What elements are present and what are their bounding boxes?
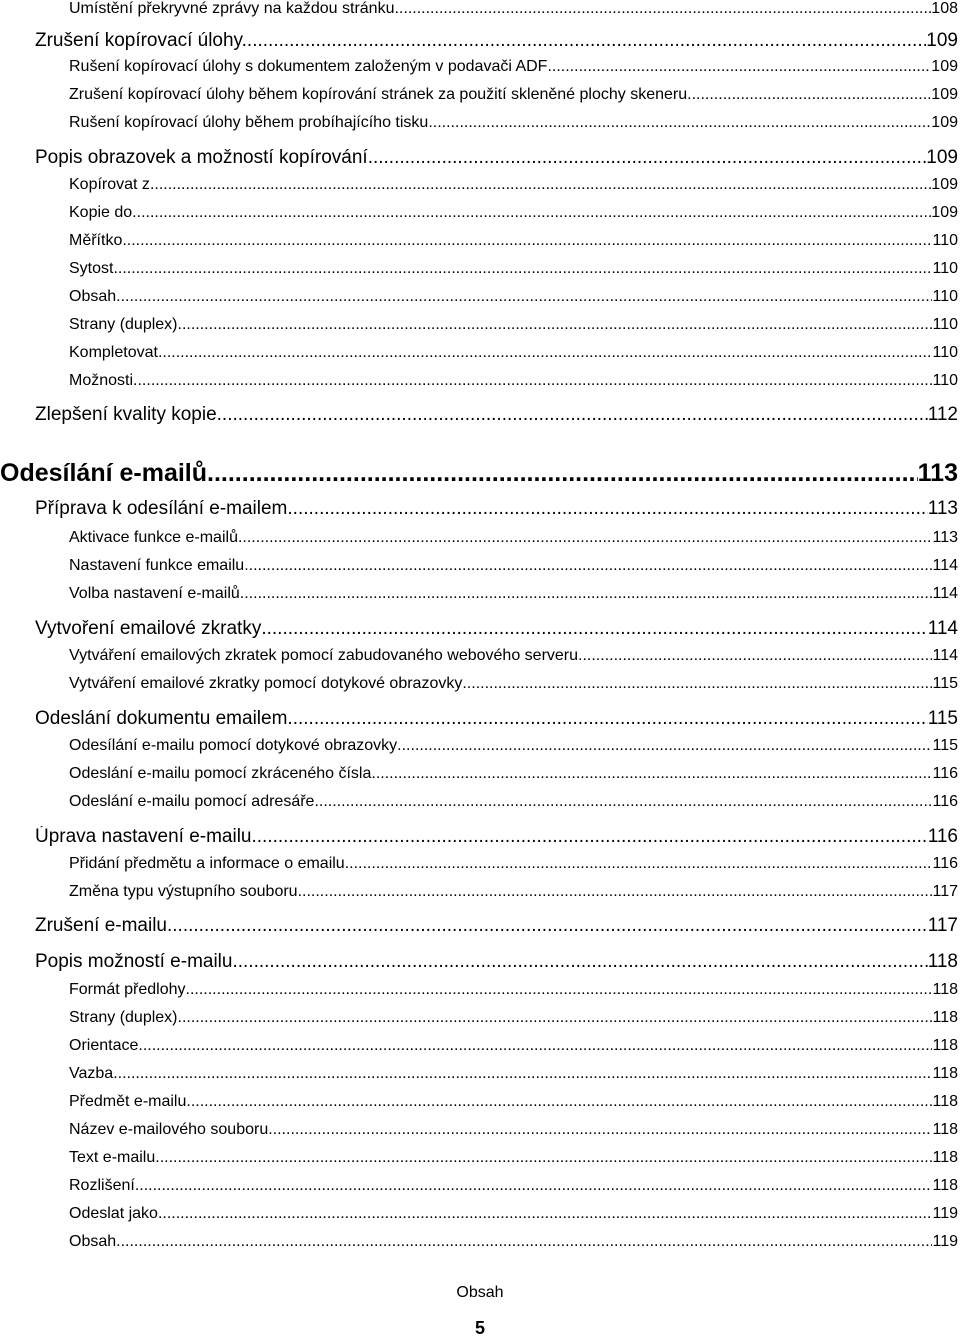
toc-dot-leader [122, 232, 932, 250]
toc-entry-page-number: 113 [927, 498, 958, 519]
toc-dot-leader [132, 204, 931, 222]
toc-dot-leader [368, 147, 927, 169]
toc-dot-leader [578, 647, 932, 665]
toc-entry-page-number: 110 [932, 344, 958, 361]
toc-dot-leader [268, 1121, 932, 1139]
toc-entry-level-2[interactable] [69, 176, 958, 194]
toc-entry-title: Kopírovat z [69, 176, 150, 193]
toc-entry-page-number: 114 [927, 618, 958, 639]
toc-entry-title: Rozlišení [69, 1177, 135, 1194]
toc-entry-title: Příprava k odesílání e-mailem [35, 498, 288, 519]
toc-dot-leader [138, 1037, 932, 1055]
toc-dot-leader [150, 176, 931, 194]
toc-entry-title: Měřítko [69, 232, 123, 249]
toc-entry-page-number: 118 [932, 1177, 958, 1194]
toc-entry-level-2[interactable] [69, 793, 958, 811]
toc-entry-page-number: 119 [932, 1205, 958, 1222]
toc-entry-title: Popis obrazovek a možností kopírování [35, 147, 368, 168]
toc-entry-page-number: 109 [931, 176, 958, 193]
toc-entry-title: Volba nastavení e-mailů [69, 585, 240, 602]
toc-entry-page-number: 119 [932, 1233, 958, 1250]
toc-dot-leader [238, 529, 933, 547]
toc-dot-leader [394, 0, 931, 18]
toc-entry-level-0[interactable] [0, 459, 958, 488]
toc-dot-leader [240, 585, 933, 603]
toc-entry-title: Aktivace funkce e-mailů [69, 529, 238, 546]
toc-entry-page-number: 118 [927, 951, 958, 972]
toc-entry-level-2[interactable] [69, 1121, 958, 1139]
toc-entry-page-number: 108 [931, 0, 958, 17]
toc-entry-page-number: 117 [927, 915, 958, 936]
toc-entry-title: Odesílání e-mailu pomocí dotykové obrazovky [69, 737, 398, 754]
toc-entry-level-2[interactable] [69, 981, 958, 999]
toc-entry-level-1[interactable] [35, 915, 958, 937]
toc-dot-leader [687, 86, 931, 104]
toc-entry-page-number: 110 [932, 372, 958, 389]
toc-entry-page-number: 118 [932, 1065, 958, 1082]
toc-entry-page-number: 109 [931, 204, 958, 221]
toc-entry-level-2[interactable] [69, 1233, 958, 1251]
toc-entry-level-2[interactable] [69, 1065, 958, 1083]
toc-entry-level-2[interactable] [69, 1093, 958, 1111]
toc-entry-title: Umístění překryvné zprávy na každou stránku [69, 0, 395, 17]
toc-entry-title: Nastavení funkce emailu [69, 557, 245, 574]
toc-entry-title: Obsah [69, 288, 117, 305]
toc-entry-page-number: 115 [932, 675, 958, 692]
toc-dot-leader [158, 1205, 933, 1223]
toc-dot-leader [217, 404, 928, 426]
toc-entry-level-2[interactable] [69, 529, 958, 547]
toc-entry-level-2[interactable] [69, 114, 958, 132]
toc-entry-title: Zrušení kopírovací úlohy během kopírování stránek za použití skleněné plochy skeneru [69, 86, 688, 103]
toc-dot-leader [244, 557, 932, 575]
toc-entry-page-number: 110 [932, 288, 958, 305]
toc-entry-level-1[interactable] [35, 951, 958, 973]
toc-entry-title: Text e-mailu [69, 1149, 156, 1166]
toc-entry-title: Změna typu výstupního souboru [69, 883, 298, 900]
toc-entry-page-number: 112 [927, 404, 958, 425]
toc-entry-level-2[interactable] [69, 1149, 958, 1167]
toc-entry-page-number: 110 [932, 260, 958, 277]
toc-dot-leader [133, 372, 932, 390]
toc-dot-leader [397, 737, 932, 755]
toc-dot-leader [186, 1093, 932, 1111]
toc-entry-page-number: 118 [932, 1037, 958, 1054]
toc-entry-page-number: 109 [931, 86, 958, 103]
toc-entry-title: Zlepšení kvality kopie [35, 404, 217, 425]
toc-entry-page-number: 115 [932, 737, 958, 754]
toc-dot-leader [232, 951, 927, 973]
toc-entry-level-2[interactable] [69, 58, 958, 76]
toc-entry-title: Kompletovat [69, 344, 158, 361]
toc-entry-page-number: 114 [932, 647, 958, 664]
toc-entry-title: Obsah [69, 1233, 117, 1250]
toc-entry-level-2[interactable] [69, 232, 958, 250]
toc-dot-leader [155, 1149, 932, 1167]
toc-entry-title: Rušení kopírovací úlohy s dokumentem založeným v podavači ADF [69, 58, 548, 75]
toc-dot-leader [462, 675, 932, 693]
toc-dot-leader [207, 459, 918, 488]
toc-dot-leader [433, 114, 932, 132]
toc-entry-title: Zrušení kopírovací úlohy. [35, 30, 247, 51]
toc-dot-leader [314, 793, 932, 811]
toc-dot-leader [178, 316, 933, 334]
toc-dot-leader [116, 288, 932, 306]
footer-section-label: Obsah [456, 1284, 504, 1301]
toc-entry-page-number: 116 [932, 793, 958, 810]
toc-entry-page-number: 118 [932, 1149, 958, 1166]
footer-page-number: 5 [474, 1318, 485, 1338]
toc-dot-leader [186, 981, 933, 999]
toc-entry-title: Popis možností e-mailu [35, 951, 233, 972]
toc-dot-leader [252, 826, 928, 848]
toc-entry-level-2[interactable] [69, 260, 958, 278]
toc-entry-title: Rušení kopírovací úlohy během probíhajícího tisku. [69, 114, 433, 131]
toc-entry-title: Strany (duplex) [69, 1009, 178, 1026]
toc-entry-title: Orientace [69, 1037, 139, 1054]
toc-entry-level-1[interactable] [35, 708, 958, 730]
toc-entry-title: Sytost [69, 260, 114, 277]
toc-entry-page-number: 118 [932, 1093, 958, 1110]
toc-entry-title: Název e-mailového souboru [69, 1121, 269, 1138]
toc-entry-page-number: 109 [931, 114, 958, 131]
toc-entry-level-2[interactable] [69, 855, 958, 873]
toc-dot-leader [247, 30, 926, 52]
toc-entry-level-2[interactable] [69, 1009, 958, 1027]
toc-entry-title: Přidání předmětu a informace o emailu [69, 855, 345, 872]
toc-entry-title: Vytvoření emailové zkratky [35, 618, 262, 639]
toc-entry-page-number: 110 [932, 316, 958, 333]
toc-dot-leader [287, 498, 927, 520]
toc-entry-title: Zrušení e-mailu [35, 915, 167, 936]
toc-dot-leader [167, 915, 928, 937]
toc-entry-level-2[interactable] [69, 585, 958, 603]
toc-entry-level-2[interactable] [69, 557, 958, 575]
toc-entry-level-2[interactable] [69, 883, 958, 901]
toc-entry-title: Kopie do [69, 204, 133, 221]
toc-entry-title: Odesílání e-mailů [0, 459, 208, 487]
toc-entry-title: Předmět e-mailu [69, 1093, 187, 1110]
toc-dot-leader [178, 1009, 933, 1027]
toc-entry-level-2[interactable] [69, 647, 958, 665]
toc-dot-leader [116, 1233, 932, 1251]
toc-entry-level-2[interactable] [69, 1177, 958, 1195]
toc-entry-title: Vytváření emailové zkratky pomocí dotykové obrazovky [69, 675, 463, 692]
toc-dot-leader [113, 260, 932, 278]
toc-dot-leader [298, 883, 933, 901]
toc-entry-level-1[interactable] [35, 498, 958, 520]
toc-entry-level-2[interactable] [69, 86, 958, 104]
toc-entry-level-2[interactable] [69, 737, 958, 755]
toc-entry-level-1[interactable] [35, 404, 958, 426]
toc-entry-level-1[interactable] [35, 826, 958, 848]
toc-entry-level-2[interactable] [69, 204, 958, 222]
toc-entry-title: Vazba [69, 1065, 114, 1082]
toc-entry-title: Možnosti [69, 372, 134, 389]
toc-entry-title: Úprava nastavení e-mailu [35, 826, 252, 847]
toc-entry-level-1[interactable] [35, 147, 958, 169]
toc-entry-page-number: 109 [926, 147, 958, 168]
toc-entry-page-number: 115 [927, 708, 958, 729]
toc-entry-page-number: 116 [932, 765, 958, 782]
toc-dot-leader [158, 344, 933, 362]
toc-entry-page-number: 116 [927, 826, 958, 847]
toc-entry-title: Odeslat jako [69, 1205, 158, 1222]
toc-entry-level-1[interactable] [35, 618, 958, 640]
toc-entry-title: Strany (duplex) [69, 316, 178, 333]
toc-entry-page-number: 118 [932, 981, 958, 998]
toc-dot-leader [547, 58, 931, 76]
toc-entry-page-number: 109 [926, 30, 958, 51]
toc-entry-level-2[interactable] [69, 765, 958, 783]
toc-entry-title: Odeslání e-mailu pomocí zkráceného čísla [69, 765, 372, 782]
toc-entry-level-2[interactable] [69, 372, 958, 390]
toc-entry-title: Odeslání dokumentu emailem [35, 708, 288, 729]
toc-dot-leader [345, 855, 933, 873]
toc-entry-title: Odeslání e-mailu pomocí adresáře [69, 793, 315, 810]
toc-dot-leader [287, 708, 927, 730]
toc-entry-page-number: 114 [932, 585, 958, 602]
toc-entry-level-2[interactable] [69, 1037, 958, 1055]
toc-entry-page-number: 116 [932, 855, 958, 872]
toc-entry-level-2[interactable] [69, 0, 958, 18]
toc-dot-leader [135, 1177, 933, 1195]
toc-dot-leader [261, 618, 927, 640]
toc-entry-page-number: 117 [932, 883, 958, 900]
toc-entry-level-2[interactable] [69, 316, 958, 334]
toc-entry-level-2[interactable] [69, 675, 958, 693]
toc-entry-level-1[interactable] [35, 30, 958, 52]
toc-dot-leader [113, 1065, 932, 1083]
toc-entry-page-number: 113 [917, 459, 958, 487]
toc-entry-page-number: 118 [932, 1121, 958, 1138]
toc-entry-page-number: 114 [932, 557, 958, 574]
toc-entry-page-number: 110 [932, 232, 958, 249]
toc-entry-level-2[interactable] [69, 1205, 958, 1223]
toc-entry-level-2[interactable] [69, 344, 958, 362]
toc-entry-page-number: 109 [931, 58, 958, 75]
toc-entry-level-2[interactable] [69, 288, 958, 306]
toc-entry-title: Vytváření emailových zkratek pomocí zabudovaného webového serveru [69, 647, 579, 664]
toc-entry-title: Formát předlohy [69, 981, 186, 998]
toc-dot-leader [371, 765, 932, 783]
toc-entry-page-number: 118 [932, 1009, 958, 1026]
toc-entry-page-number: 113 [932, 529, 958, 546]
